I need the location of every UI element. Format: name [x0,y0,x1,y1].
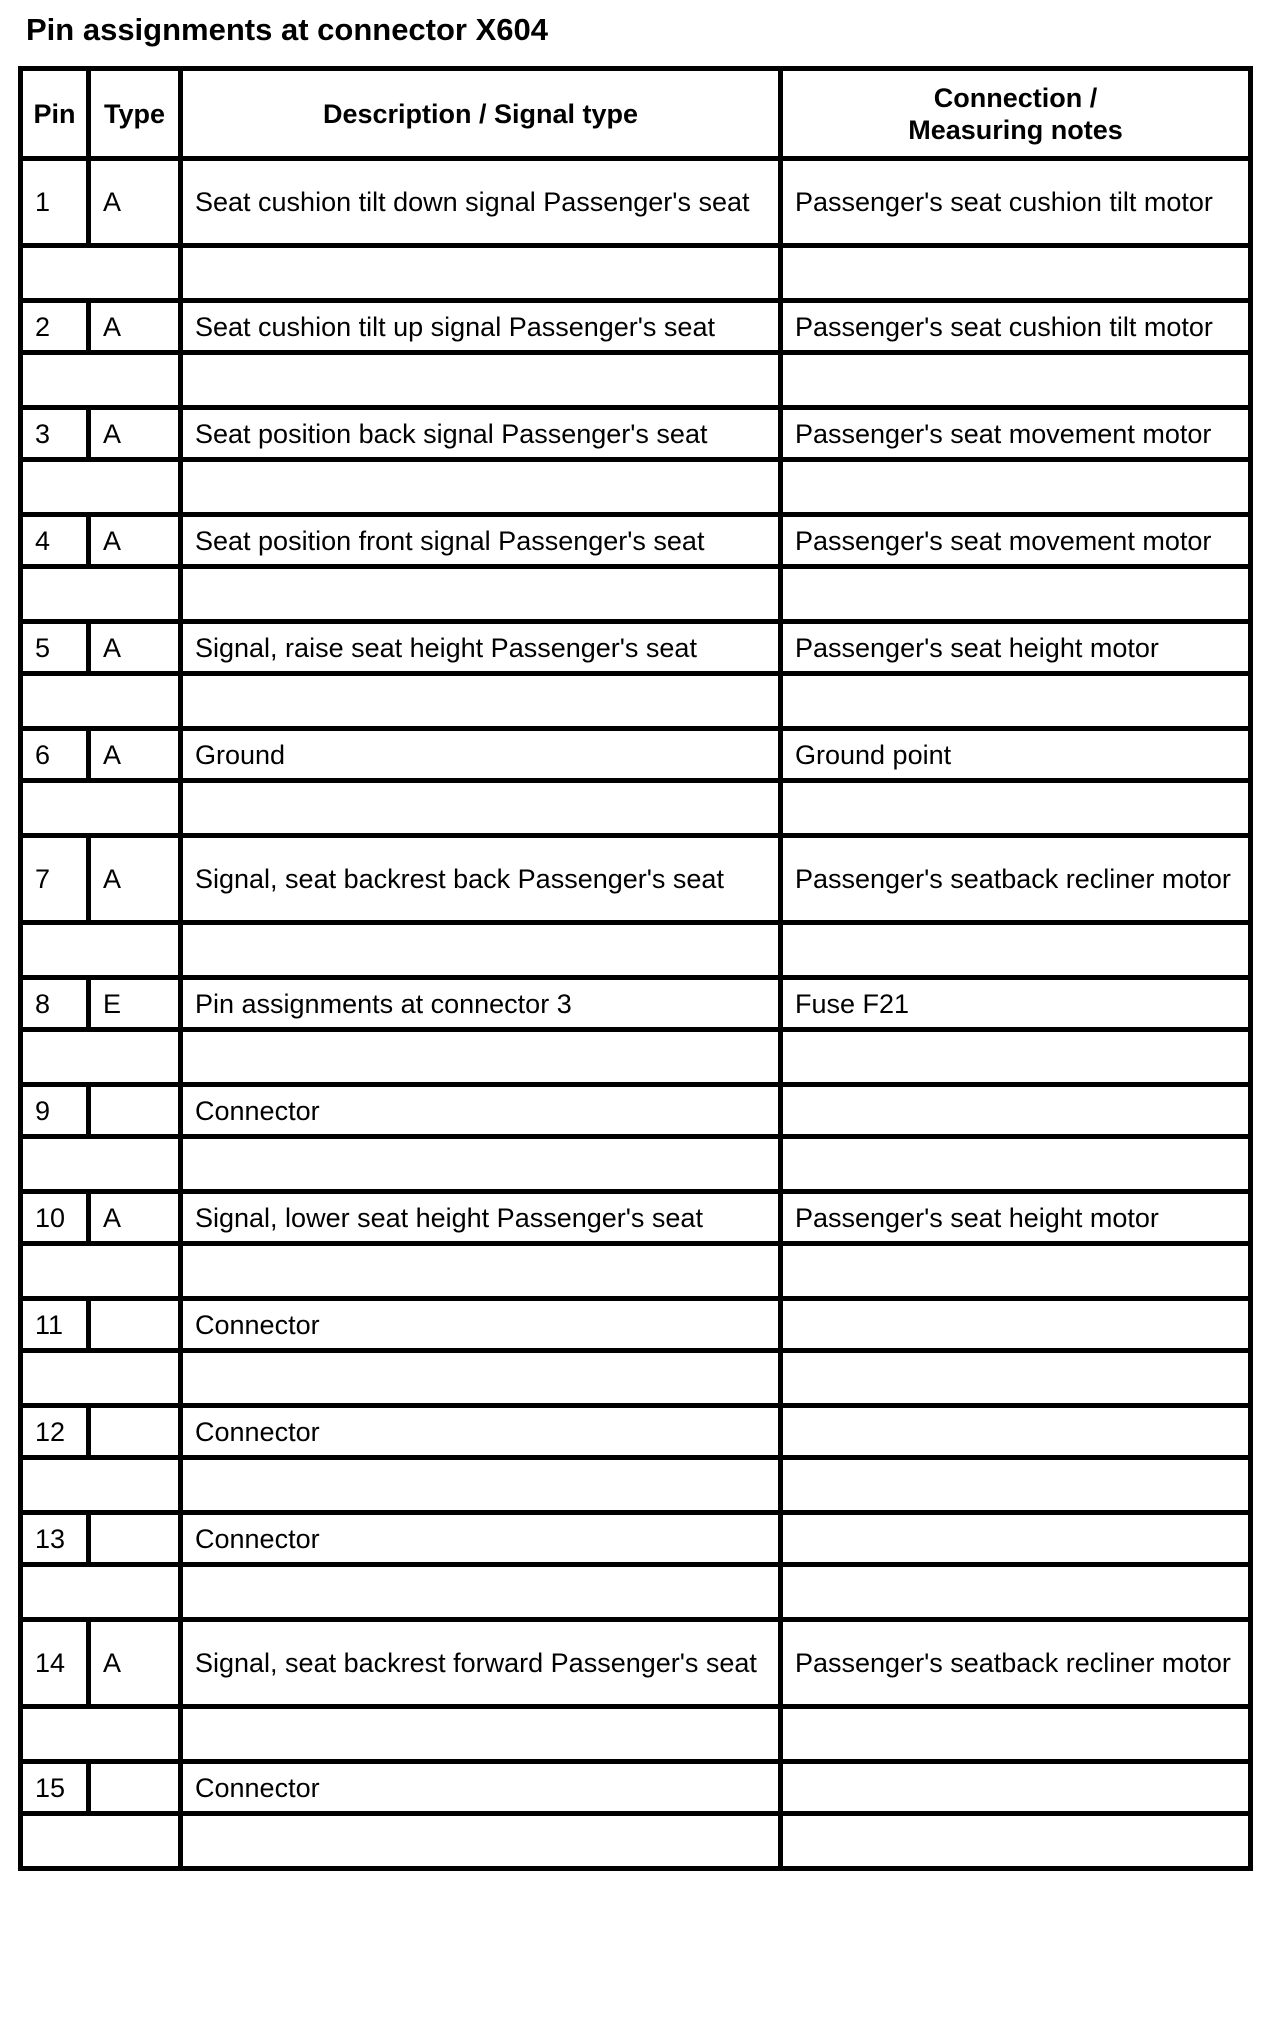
spacer-row [21,674,1251,729]
spacer-cell [781,1137,1251,1192]
spacer-cell [181,460,781,515]
connection-cell: Passenger's seat height motor [781,622,1251,674]
spacer-cell [21,246,181,301]
spacer-cell [21,1030,181,1085]
spacer-cell [781,353,1251,408]
description-cell: Signal, seat backrest forward Passenger's seat [181,1620,781,1707]
spacer-cell [181,1707,781,1762]
pin-cell: 14 [21,1620,89,1707]
spacer-cell [181,674,781,729]
pin-cell: 6 [21,729,89,781]
header-description: Description / Signal type [181,69,781,159]
spacer-row [21,1244,1251,1299]
spacer-cell [21,923,181,978]
spacer-cell [21,567,181,622]
connection-cell [781,1762,1251,1814]
table-row [21,1513,1251,1565]
type-cell: A [89,1192,181,1244]
spacer-row [21,1814,1251,1869]
spacer-row [21,1137,1251,1192]
spacer-row [21,1030,1251,1085]
spacer-cell [181,781,781,836]
spacer-cell [781,1351,1251,1406]
pin-cell: 2 [21,301,89,353]
header-connection [781,69,1251,159]
connection-cell: Passenger's seat cushion tilt motor [781,159,1251,246]
spacer-row [21,460,1251,515]
table-body [21,159,1251,1869]
pin-cell: 9 [21,1085,89,1137]
table-row [21,408,1251,460]
description-cell: Connector [181,1085,781,1137]
description-cell: Pin assignments at connector 3 [181,978,781,1030]
spacer-cell [21,460,181,515]
description-cell: Connector [181,1513,781,1565]
type-cell: A [89,515,181,567]
header-pin: Pin [21,69,89,159]
spacer-cell [181,1565,781,1620]
spacer-row [21,1458,1251,1513]
description-cell: Seat position back signal Passenger's seat [181,408,781,460]
table-row [21,1620,1251,1707]
pin-cell: 13 [21,1513,89,1565]
type-cell: A [89,729,181,781]
spacer-cell [181,1458,781,1513]
header-connection-line2: Measuring notes [908,114,1123,145]
table-row [21,1085,1251,1137]
spacer-row [21,1707,1251,1762]
spacer-row [21,1565,1251,1620]
table-row [21,1192,1251,1244]
description-cell: Ground [181,729,781,781]
spacer-row [21,246,1251,301]
type-cell [89,1513,181,1565]
page-title: Pin assignments at connector X604 [26,12,549,47]
spacer-cell [181,246,781,301]
type-cell: A [89,408,181,460]
type-cell: A [89,301,181,353]
spacer-cell [781,1244,1251,1299]
spacer-row [21,1351,1251,1406]
spacer-cell [181,1244,781,1299]
type-cell [89,1406,181,1458]
pin-cell: 7 [21,836,89,923]
pin-cell: 8 [21,978,89,1030]
connection-cell: Passenger's seat movement motor [781,515,1251,567]
spacer-row [21,781,1251,836]
description-cell: Signal, raise seat height Passenger's seat [181,622,781,674]
spacer-cell [21,1458,181,1513]
spacer-cell [781,567,1251,622]
spacer-cell [781,1458,1251,1513]
pin-cell: 12 [21,1406,89,1458]
table-row [21,301,1251,353]
spacer-cell [781,1565,1251,1620]
spacer-cell [21,353,181,408]
spacer-cell [781,1707,1251,1762]
spacer-cell [181,1137,781,1192]
spacer-cell [21,1137,181,1192]
connection-cell [781,1085,1251,1137]
table-row [21,515,1251,567]
pin-cell: 11 [21,1299,89,1351]
type-cell: E [89,978,181,1030]
type-cell [89,1299,181,1351]
connection-cell: Passenger's seatback recliner motor [781,1620,1251,1707]
connection-cell [781,1513,1251,1565]
spacer-cell [781,674,1251,729]
spacer-cell [181,923,781,978]
type-cell [89,1085,181,1137]
pin-cell: 5 [21,622,89,674]
spacer-cell [781,923,1251,978]
spacer-cell [181,353,781,408]
pin-cell: 10 [21,1192,89,1244]
table-row [21,1299,1251,1351]
description-cell: Signal, seat backrest back Passenger's seat [181,836,781,923]
pin-cell: 3 [21,408,89,460]
table-row [21,1406,1251,1458]
type-cell: A [89,1620,181,1707]
type-cell [89,1762,181,1814]
description-cell: Connector [181,1406,781,1458]
pin-cell: 1 [21,159,89,246]
spacer-cell [21,781,181,836]
description-cell: Seat cushion tilt up signal Passenger's seat [181,301,781,353]
header-type: Type [89,69,181,159]
type-cell: A [89,622,181,674]
connection-cell [781,1406,1251,1458]
description-cell: Connector [181,1299,781,1351]
table-row [21,729,1251,781]
type-cell: A [89,836,181,923]
spacer-cell [21,1565,181,1620]
table-header-row [21,69,1251,159]
spacer-cell [21,1707,181,1762]
spacer-cell [781,1030,1251,1085]
pin-cell: 15 [21,1762,89,1814]
spacer-row [21,567,1251,622]
spacer-cell [181,1814,781,1869]
header-connection-line1: Connection / [933,82,1098,113]
connection-cell: Passenger's seat movement motor [781,408,1251,460]
spacer-cell [21,674,181,729]
table-row [21,836,1251,923]
connection-cell: Passenger's seatback recliner motor [781,836,1251,923]
spacer-cell [181,1351,781,1406]
spacer-cell [21,1351,181,1406]
description-cell: Seat cushion tilt down signal Passenger's seat [181,159,781,246]
table-row [21,978,1251,1030]
connection-cell: Fuse F21 [781,978,1251,1030]
description-cell: Signal, lower seat height Passenger's seat [181,1192,781,1244]
connection-cell [781,1299,1251,1351]
spacer-cell [21,1244,181,1299]
connection-cell: Passenger's seat cushion tilt motor [781,301,1251,353]
table-row [21,1762,1251,1814]
connection-cell: Passenger's seat height motor [781,1192,1251,1244]
pin-assignment-table [18,66,1253,1871]
spacer-row [21,923,1251,978]
spacer-cell [181,567,781,622]
spacer-cell [181,1030,781,1085]
spacer-row [21,353,1251,408]
spacer-cell [781,460,1251,515]
table-row [21,159,1251,246]
description-cell: Connector [181,1762,781,1814]
spacer-cell [781,781,1251,836]
spacer-cell [21,1814,181,1869]
spacer-cell [781,246,1251,301]
description-cell: Seat position front signal Passenger's seat [181,515,781,567]
pin-cell: 4 [21,515,89,567]
table-row [21,622,1251,674]
type-cell: A [89,159,181,246]
spacer-cell [781,1814,1251,1869]
connection-cell: Ground point [781,729,1251,781]
